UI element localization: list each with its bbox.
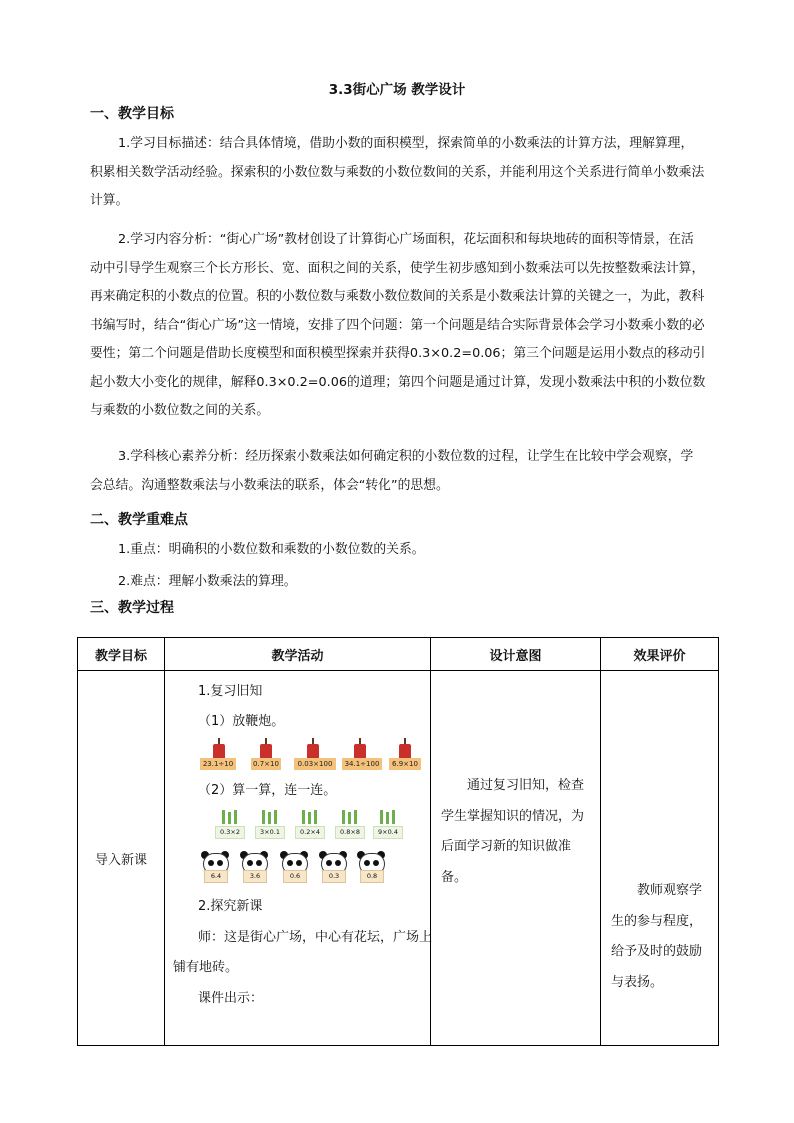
- bamboo-icon: [220, 808, 240, 824]
- header-activity: 教学活动: [165, 638, 431, 671]
- activity-review-heading: 1.复习旧知: [198, 684, 263, 699]
- bamboo-icon: [340, 808, 360, 824]
- cell-goal: 导入新课: [78, 671, 165, 1046]
- activity-match-label: （2）算一算，连一连。: [198, 783, 337, 798]
- panda-tag: 0.8: [360, 870, 384, 883]
- bamboo-tag: 9×0.4: [373, 826, 403, 839]
- section-heading-goals: 一、教学目标: [90, 106, 174, 122]
- activity-teacher-line: 师：这是街心广场，中心有花坛，广场上: [198, 930, 433, 945]
- activity-explore-heading: 2.探究新课: [198, 899, 263, 914]
- section-heading-process: 三、教学过程: [90, 600, 174, 616]
- activity-courseware-line: 课件出示：: [198, 991, 264, 1006]
- bamboo-tag: 0.3×2: [215, 826, 245, 839]
- table-header-row: [78, 638, 719, 671]
- teaching-process-table: [77, 637, 719, 1046]
- key-point-1: 1.重点：明确积的小数位数和乘数的小数位数的关系。: [118, 542, 425, 557]
- bamboo-tag: 3×0.1: [255, 826, 285, 839]
- header-evaluation: 效果评价: [601, 638, 719, 671]
- bamboo-tag: 0.8×8: [335, 826, 365, 839]
- goal-paragraph-1: 1.学习目标描述：结合具体情境，借助小数的面积模型，探索简单的小数乘法的计算方法，理解算理，积累相关数学活动经验。探索积的小数位数与乘数的小数位数间的关系，并能利用这个关系进行简单小数乘法计算。: [90, 136, 705, 208]
- firecracker-tag: 0.03×100: [294, 758, 336, 770]
- bamboo-icon: [378, 808, 398, 824]
- goal-paragraph-3: 3.学科核心素养分析：经历探索小数乘法如何确定积的小数位数的过程，让学生在比较中学会观察，学会总结。沟通整数乘法与小数乘法的联系，体会“转化”的思想。: [90, 449, 694, 493]
- activity-teacher-line-cont: 铺有地砖。: [173, 960, 239, 975]
- activity-firecracker-label: （1）放鞭炮。: [198, 714, 285, 729]
- firecracker-tag: 6.9×10: [389, 758, 421, 770]
- header-goal: 教学目标: [78, 638, 165, 671]
- doc-title: 3.3街心广场 教学设计: [328, 82, 466, 98]
- bamboo-icon: [300, 808, 320, 824]
- panda-tag: 0.6: [283, 870, 307, 883]
- panda-tag: 3.6: [243, 870, 267, 883]
- bamboo-icon: [260, 808, 280, 824]
- bamboo-tag: 0.2×4: [295, 826, 325, 839]
- section-heading-key-points: 二、教学重难点: [90, 512, 188, 528]
- key-point-2: 2.难点：理解小数乘法的算理。: [118, 574, 297, 589]
- header-intent: 设计意图: [431, 638, 601, 671]
- panda-tag: 0.3: [322, 870, 346, 883]
- panda-tag: 6.4: [204, 870, 228, 883]
- firecracker-tag: 0.7×10: [251, 758, 281, 770]
- table-row: [78, 671, 719, 1046]
- cell-evaluation: 教师观察学生的参与程度，给予及时的鼓励与表扬。: [601, 671, 719, 1046]
- cell-intent: 通过复习旧知，检查学生掌握知识的情况，为后面学习新的知识做准备。: [431, 671, 601, 1046]
- goal-paragraph-2: 2.学习内容分析：“街心广场”教材创设了计算街心广场面积，花坛面积和每块地砖的面积等情景，在活动中引导学生观察三个长方形长、宽、面积之间的关系，使学生初步感知到小数乘法可以先按整数乘法计算，再来确定积的小数点的位置。积的小数位数与乘数小数位数间的关系是小数乘法计算的关键之一，为此，教科书编写时，结合“街心广场”这一情境，安排了四个问题：第一个问题是结合实际背景体会学习小数乘小数的必要性；第二个问题是借助长度模型和面积模型探索并获得0.3×0.2=0.06；第三个问题是运用小数点的移动引起小数大小变化的规律，解释0.3×0.2=0.06的道理；第四个问题是通过计算，发现小数乘法中积的小数位数与乘数的小数位数之间的关系。: [90, 232, 706, 418]
- firecracker-tag: 23.1÷10: [200, 758, 236, 770]
- firecracker-tag: 34.1÷100: [342, 758, 382, 770]
